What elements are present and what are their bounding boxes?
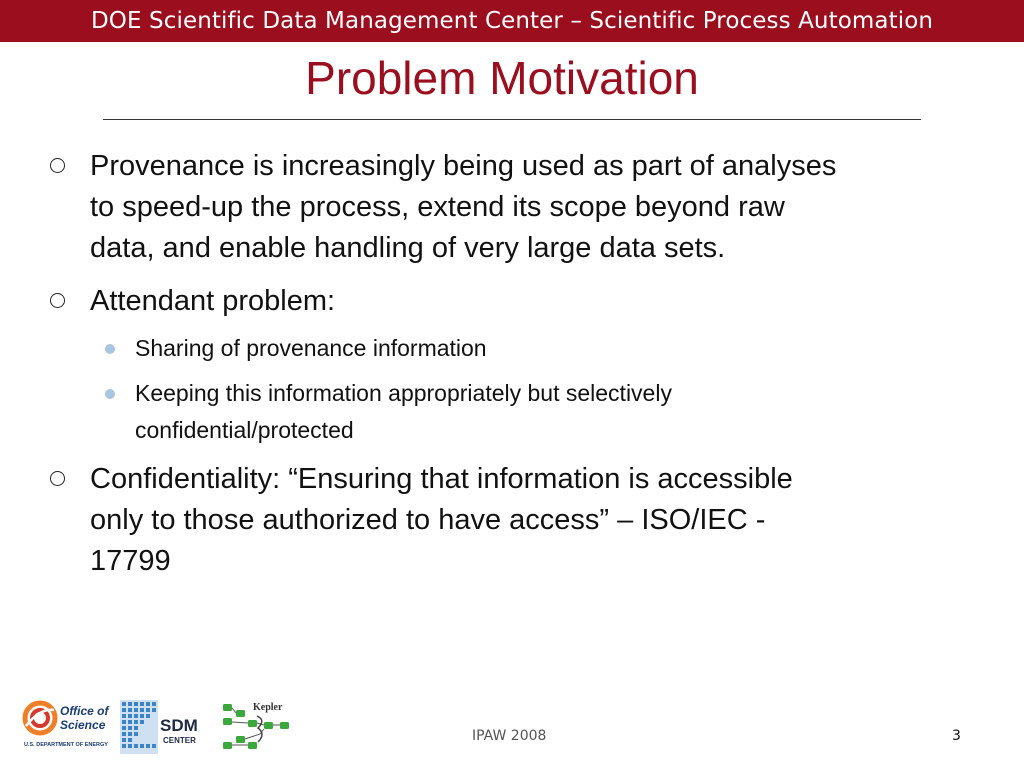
filled-circle-icon	[105, 389, 115, 399]
sdm-center-logo	[120, 700, 198, 754]
footer-logos	[20, 698, 292, 756]
office-of-science-text: Science	[60, 718, 106, 732]
header-bar	[0, 0, 1024, 42]
title-divider	[103, 119, 921, 120]
bullet-line: Provenance is increasingly being used as part of analyses	[90, 150, 837, 182]
office-of-science-text: Office of	[60, 704, 109, 718]
bullet-line: Attendant problem:	[90, 285, 336, 317]
hollow-circle-icon	[50, 293, 65, 308]
hollow-circle-icon	[50, 158, 65, 173]
sdm-center-text: CENTER	[163, 736, 196, 745]
sub-bullet-item-keeping	[135, 375, 935, 449]
footer-conference: IPAW 2008	[472, 728, 547, 744]
bullet-item-confidentiality	[90, 459, 990, 582]
slide-title: Problem Motivation	[305, 52, 699, 104]
filled-circle-icon	[105, 344, 115, 354]
bullet-line: data, and enable handling of very large data sets.	[90, 232, 726, 264]
bullet-line: to speed-up the process, extend its scope beyond raw	[90, 191, 785, 223]
office-of-science-logo	[24, 703, 109, 748]
page-number: 3	[952, 728, 961, 744]
kepler-text: Kepler	[253, 702, 283, 713]
sub-bullet-item-sharing	[135, 330, 935, 367]
doe-text: U.S. DEPARTMENT OF ENERGY	[24, 742, 108, 748]
bullet-item-provenance	[90, 146, 990, 269]
bullet-line: 17799	[90, 545, 171, 577]
bullet-line: only to those authorized to have access” – ISO/IEC -	[90, 504, 766, 536]
header-text: DOE Scientific Data Management Center – Scientific Process Automation	[90, 8, 934, 34]
sub-bullet-line: Keeping this information appropriately but selectively	[135, 380, 672, 406]
sub-bullet-line: Sharing of provenance information	[135, 335, 487, 361]
sub-bullet-line: confidential/protected	[135, 417, 354, 443]
sdm-text: SDM	[160, 716, 198, 735]
bullet-line: Confidentiality: “Ensuring that information is accessible	[90, 463, 793, 495]
bullet-item-attendant-problem	[90, 281, 990, 322]
kepler-logo	[223, 702, 289, 749]
hollow-circle-icon	[50, 471, 65, 486]
